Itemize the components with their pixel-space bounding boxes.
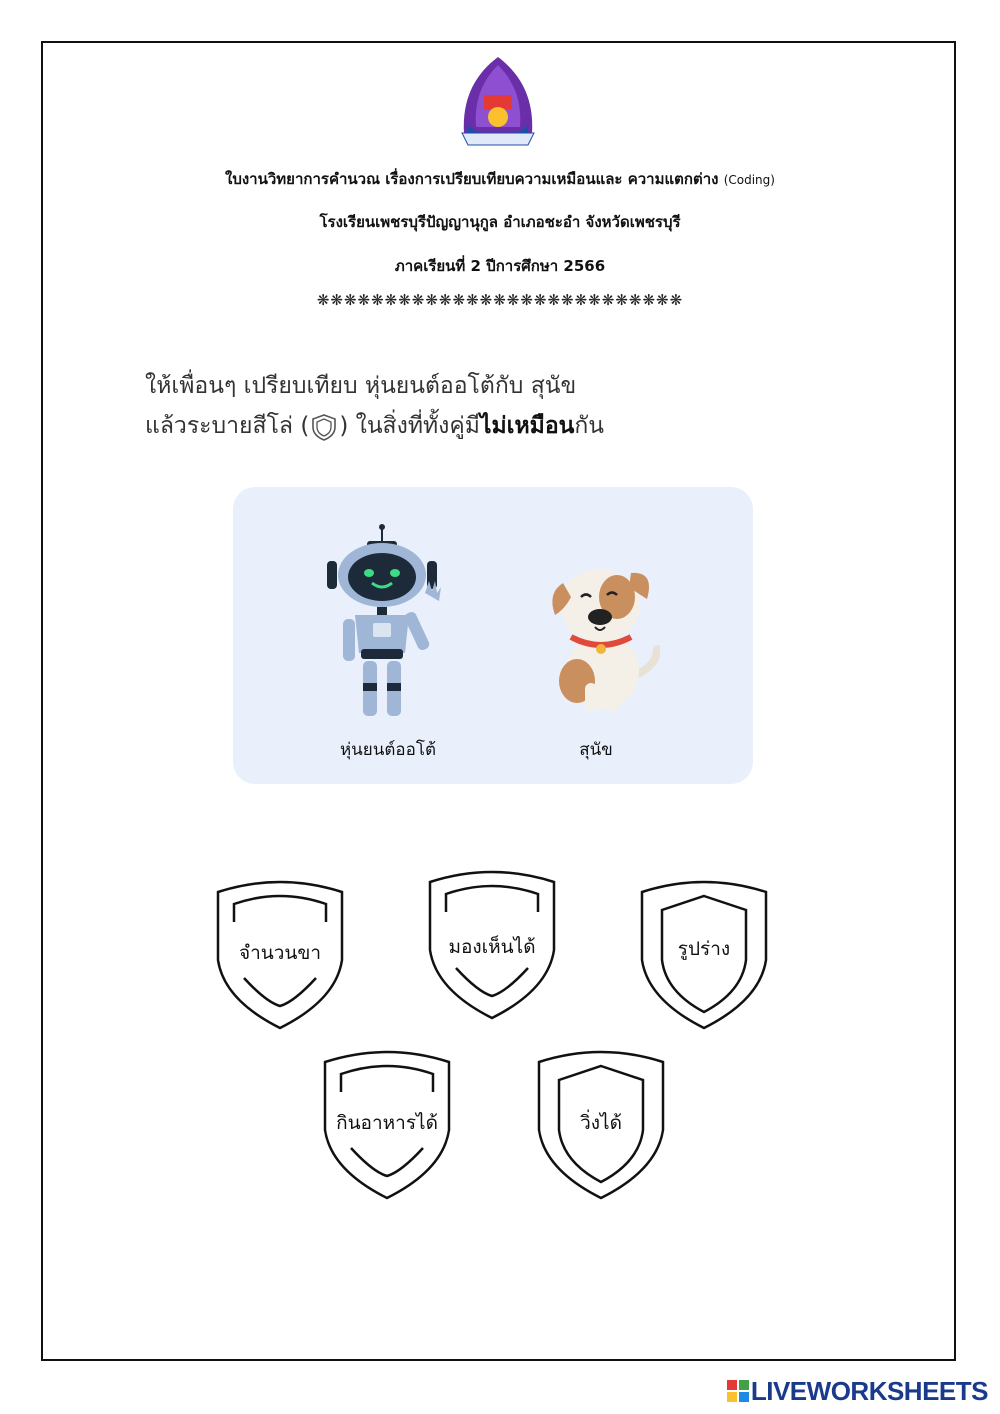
school-logo: [454, 55, 542, 151]
worksheet-title: [0, 167, 1000, 191]
instruction-text-b: ) ในสิ่งที่ทั้งคู่มี: [339, 413, 480, 439]
title-suffix: (Coding): [723, 173, 775, 187]
shield-label: จำนวนขา: [238, 942, 322, 964]
shield-choice[interactable]: [317, 1050, 457, 1200]
shield-label: กินอาหารได้: [336, 1112, 438, 1134]
brand-text: LIVEWORKSHEETS: [750, 1376, 988, 1406]
instruction-text-c: กัน: [574, 413, 605, 439]
term-line: ภาคเรียนที่ 2 ปีการศึกษา 2566: [394, 257, 606, 275]
shield-label: วิ่งได้: [580, 1112, 622, 1134]
dog-illustration: [545, 553, 660, 713]
shield-label: รูปร่าง: [677, 938, 731, 960]
robot-label: หุ่นยนต์ออโต้: [339, 740, 437, 760]
shield-choice[interactable]: [634, 880, 774, 1030]
instruction-line-1: ให้เพื่อนๆ เปรียบเทียบ หุ่นยนต์ออโต้กับ สุนัข: [145, 373, 577, 399]
dog-label: สุนัข: [579, 740, 613, 760]
instruction-text-a: แล้วระบายสีโล่ (: [145, 413, 310, 439]
shield-choice[interactable]: [422, 870, 562, 1020]
title-text: ใบงานวิทยาการคำนวณ เรื่องการเปรียบเทียบความเหมือนและ ความแตกต่าง: [225, 170, 719, 188]
liveworksheets-icon: [727, 1380, 749, 1402]
shield-choice[interactable]: [210, 880, 350, 1030]
instruction-line-2: [145, 408, 604, 444]
star-divider: ❋❋❋❋❋❋❋❋❋❋❋❋❋❋❋❋❋❋❋❋❋❋❋❋❋❋❋: [316, 291, 684, 309]
school-name: โรงเรียนเพชรบุรีปัญญานุกูล อำเภอชะอำ จังหวัดเพชรบุรี: [319, 213, 681, 231]
instruction-emphasis: ไม่เหมือน: [479, 413, 575, 439]
shield-choice[interactable]: [531, 1050, 671, 1200]
robot-illustration: [325, 523, 445, 718]
liveworksheets-logo: [727, 1376, 988, 1407]
shield-icon: [309, 412, 339, 442]
shield-label: มองเห็นได้: [448, 936, 536, 958]
